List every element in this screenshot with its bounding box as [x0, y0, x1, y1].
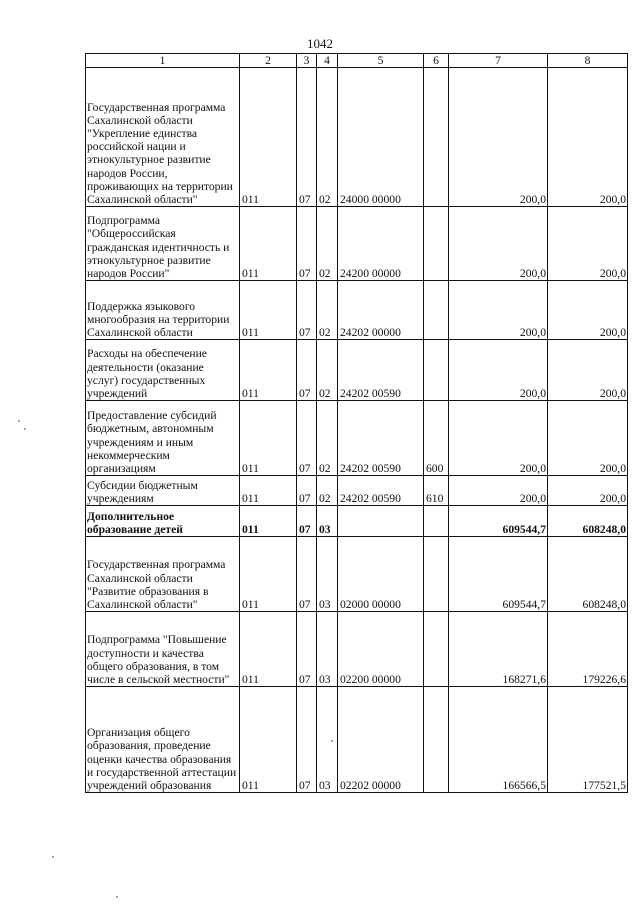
subsection-code: 03: [317, 687, 338, 793]
section-code: 07: [297, 506, 317, 537]
amount-col8: 179226,6: [548, 612, 628, 687]
amount-col7: 200,0: [449, 68, 548, 207]
header-cell: 1: [86, 54, 240, 68]
ministry-code: 011: [240, 476, 297, 506]
amount-col8: 200,0: [548, 401, 628, 476]
ministry-code: 011: [240, 537, 297, 612]
header-cell: 2: [240, 54, 297, 68]
expense-type-code: [424, 207, 449, 281]
amount-col7: 200,0: [449, 207, 548, 281]
amount-col8: 200,0: [548, 281, 628, 340]
subsection-code: 02: [317, 68, 338, 207]
row-name: Дополнительное образование детей: [86, 506, 240, 537]
subsection-code: 03: [317, 537, 338, 612]
target-article-code: 02000 00000: [338, 537, 424, 612]
header-cell: 7: [449, 54, 548, 68]
table-row: [86, 207, 628, 281]
section-code: 07: [297, 401, 317, 476]
expense-type-code: [424, 612, 449, 687]
table-row: [86, 612, 628, 687]
amount-col8: 608248,0: [548, 537, 628, 612]
amount-col7: 200,0: [449, 281, 548, 340]
ministry-code: 011: [240, 68, 297, 207]
amount-col8: 608248,0: [548, 506, 628, 537]
scan-speck: [331, 740, 333, 742]
amount-col7: 200,0: [449, 401, 548, 476]
amount-col7: 200,0: [449, 340, 548, 401]
target-article-code: 02202 00000: [338, 687, 424, 793]
subsection-code: 03: [317, 612, 338, 687]
section-code: 07: [297, 207, 317, 281]
expense-type-code: [424, 281, 449, 340]
amount-col7: 200,0: [449, 476, 548, 506]
amount-col8: 200,0: [548, 207, 628, 281]
header-cell: 4: [317, 54, 338, 68]
scan-speck: [116, 896, 118, 898]
amount-col8: 200,0: [548, 68, 628, 207]
ministry-code: 011: [240, 281, 297, 340]
scan-speck: [52, 856, 54, 858]
subsection-code: 02: [317, 476, 338, 506]
subsection-code: 02: [317, 401, 338, 476]
table-row: [86, 340, 628, 401]
expense-type-code: 600: [424, 401, 449, 476]
section-code: 07: [297, 687, 317, 793]
target-article-code: [338, 506, 424, 537]
amount-col8: 177521,5: [548, 687, 628, 793]
amount-col7: 609544,7: [449, 506, 548, 537]
section-code: 07: [297, 340, 317, 401]
target-article-code: 24202 00000: [338, 281, 424, 340]
row-name: Предоставление субсидий бюджетным, автономным учреждениям и иным некоммерческим организациям: [86, 401, 240, 476]
section-code: 07: [297, 68, 317, 207]
row-name: Поддержка языкового многообразия на территории Сахалинской области: [86, 281, 240, 340]
row-name: Подпрограмма "Общероссийская гражданская идентичность и этнокультурное развитие народов России": [86, 207, 240, 281]
target-article-code: 24200 00000: [338, 207, 424, 281]
scan-speck: [18, 420, 20, 422]
amount-col8: 200,0: [548, 476, 628, 506]
row-name: Подпрограмма "Повышение доступности и качества общего образования, в том числе в сельской местности": [86, 612, 240, 687]
table-row-section-total: [86, 506, 628, 537]
target-article-code: 24202 00590: [338, 476, 424, 506]
table-row: [86, 537, 628, 612]
expense-type-code: [424, 537, 449, 612]
table-header-row: [86, 54, 628, 68]
expense-type-code: [424, 68, 449, 207]
row-name: Расходы на обеспечение деятельности (оказание услуг) государственных учреждений: [86, 340, 240, 401]
expense-type-code: [424, 340, 449, 401]
target-article-code: 24000 00000: [338, 68, 424, 207]
amount-col7: 168271,6: [449, 612, 548, 687]
ministry-code: 011: [240, 207, 297, 281]
expense-type-code: [424, 687, 449, 793]
header-cell: 8: [548, 54, 628, 68]
expense-type-code: 610: [424, 476, 449, 506]
ministry-code: 011: [240, 401, 297, 476]
header-cell: 3: [297, 54, 317, 68]
target-article-code: 24202 00590: [338, 401, 424, 476]
row-name: Государственная программа Сахалинской области "Развитие образования в Сахалинской области": [86, 537, 240, 612]
table-row: [86, 687, 628, 793]
ministry-code: 011: [240, 506, 297, 537]
target-article-code: 24202 00590: [338, 340, 424, 401]
section-code: 07: [297, 281, 317, 340]
section-code: 07: [297, 612, 317, 687]
scan-speck: [24, 428, 26, 430]
amount-col8: 200,0: [548, 340, 628, 401]
section-code: 07: [297, 537, 317, 612]
subsection-code: 03: [317, 506, 338, 537]
table-row: [86, 68, 628, 207]
table-row: [86, 401, 628, 476]
table-row: [86, 281, 628, 340]
row-name: Государственная программа Сахалинской области "Укрепление единства российской нации и этнокультурное развитие народов России, проживающих на территории Сахалинской области": [86, 68, 240, 207]
budget-table: [85, 53, 628, 793]
expense-type-code: [424, 506, 449, 537]
subsection-code: 02: [317, 281, 338, 340]
page-number: 1042: [307, 36, 333, 51]
header-cell: 6: [424, 54, 449, 68]
row-name: Организация общего образования, проведение оценки качества образования и государственной аттестации учреждений образования: [86, 687, 240, 793]
subsection-code: 02: [317, 207, 338, 281]
amount-col7: 166566,5: [449, 687, 548, 793]
ministry-code: 011: [240, 340, 297, 401]
row-name: Субсидии бюджетным учреждениям: [86, 476, 240, 506]
subsection-code: 02: [317, 340, 338, 401]
section-code: 07: [297, 476, 317, 506]
table-row: [86, 476, 628, 506]
ministry-code: 011: [240, 687, 297, 793]
ministry-code: 011: [240, 612, 297, 687]
header-cell: 5: [338, 54, 424, 68]
target-article-code: 02200 00000: [338, 612, 424, 687]
amount-col7: 609544,7: [449, 537, 548, 612]
